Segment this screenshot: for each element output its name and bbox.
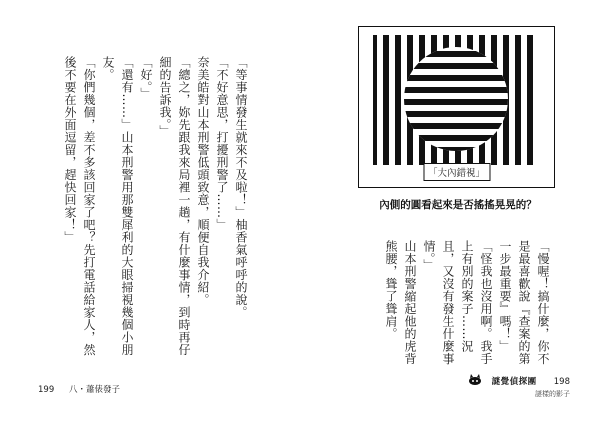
- left-body-text: 「等事情發生就來不及啦！」柚香氣呼呼的說。 「不好意思，打擾刑警了……」 奈美皓對山本刑警低頭致意，順便自我介紹。 「總之，妳先跟我來局裡一趟，有什麼事情，到時再仔細的告訴我。」 「好。」 「還有……」山本刑警用那雙犀利的大眼掃視幾個小朋友。 「你們幾個，差不多該回家了吧？先打電話給家人，然後不要在外面逗留，趕快回家！」: [63, 56, 248, 356]
- book-subtitle: 謎樣的影子: [535, 390, 570, 398]
- ouchi-illusion-figure: [358, 26, 555, 188]
- figure-label: 「大內錯視」: [423, 163, 490, 181]
- left-page-number: 199: [38, 385, 55, 395]
- cartoon-cat-icon: [467, 374, 483, 386]
- running-head: 八・蕭俵發子: [68, 385, 120, 395]
- left-folio: [38, 383, 120, 395]
- figure-caption: 內側的圓看起來是否搖搖晃晃的？: [379, 199, 537, 211]
- right-folio: [467, 369, 570, 399]
- series-title: 謎覺偵探團: [491, 377, 537, 387]
- right-page: [300, 0, 600, 425]
- right-body-text: 「慢喔！搞什麼，你不是最喜歡說『查案的第一步最重要』嗎！」 「怪我也沒用啊。我手上有別的案子……況且，又沒有發生什麼事情。」 山本刑警縮起他的虎背熊腰，聳了聳肩。: [384, 240, 550, 365]
- right-page-number: 198: [553, 377, 570, 387]
